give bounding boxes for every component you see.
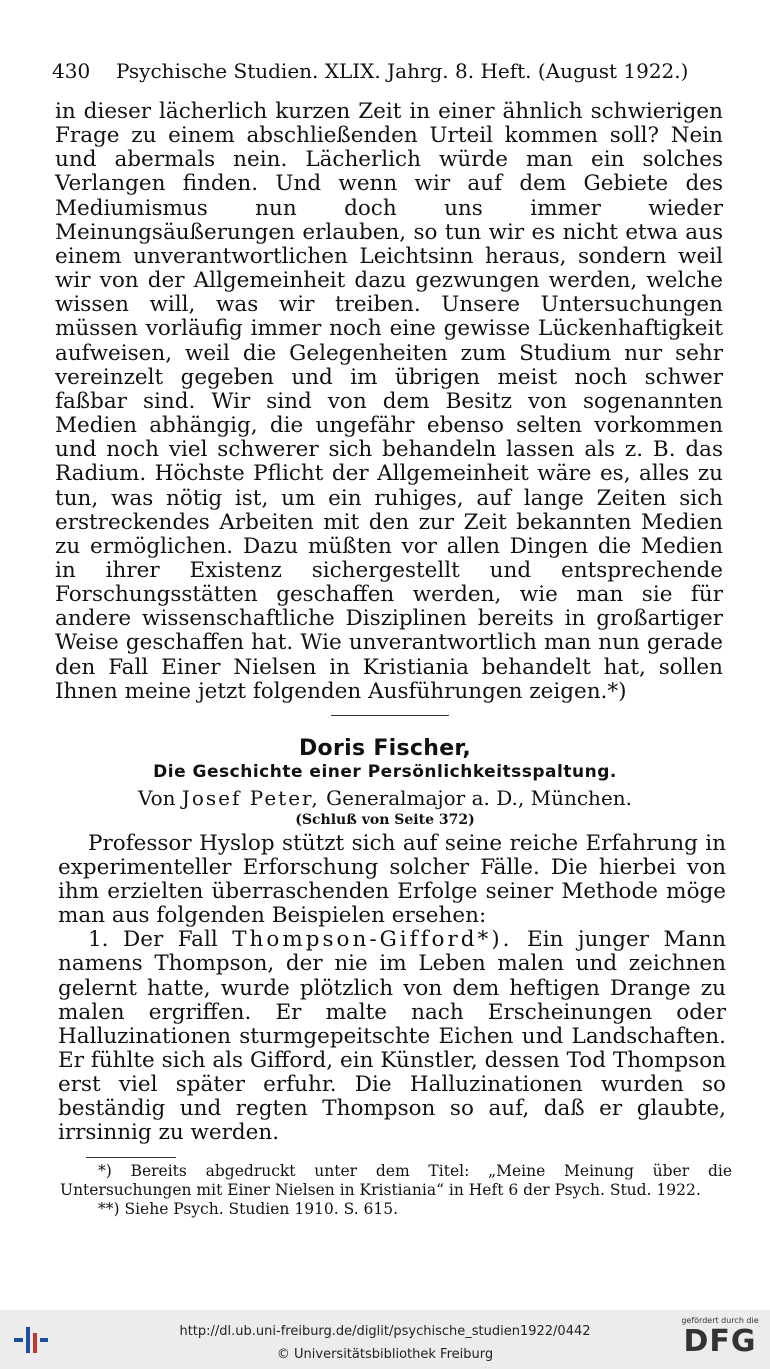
footnote-divider — [86, 1157, 176, 1158]
footnote: *) Bereits abgedruckt unter dem Titel: „Meine Meinung über die Untersuchungen mit Einer Nielsen in Kristiania“ in Heft 6 der Psych. Stud. 1922. — [60, 1162, 732, 1199]
running-header — [52, 58, 732, 84]
body-text-section-2 — [58, 832, 726, 1145]
case-name: Thompson-Gifford*). — [232, 927, 513, 953]
article-byline — [0, 786, 770, 810]
author-name: Josef Peter, — [181, 786, 320, 810]
copyright-text: © Universitätsbibliothek Freiburg — [276, 1347, 494, 1362]
paragraph — [58, 928, 726, 1145]
footnotes — [60, 1162, 732, 1219]
continuation-note: (Schluß von Seite 372) — [295, 812, 475, 828]
running-title: Psychische Studien. XLIX. Jahrg. 8. Heft. (August 1922.) — [116, 59, 689, 83]
viewer-footer — [0, 1310, 770, 1369]
case-prefix: 1. Der Fall — [88, 927, 218, 953]
author-title: Generalmajor a. D., München. — [326, 786, 633, 810]
article-title: Doris Fischer, — [299, 736, 471, 761]
paragraph: in dieser lächerlich kurzen Zeit in einer ähnlich schwierigen Frage zu einem abschließenden Urteil kommen soll? Nein und abermals nein. Lächerlich würde man ein solches Verlangen finden. Und wenn wir auf dem Gebiete des Mediumismus nun doch uns immer wieder Meinungsäußerungen erlauben, so tun wir es nicht etwa aus einem unverantwortlichen Leichtsinn heraus, sondern weil wir von der Allgemeinheit dazu gezwungen werden, welche wissen will, was wir treiben. Unsere Untersuchungen müssen vorläufig immer noch eine gewisse Lückenhaftigkeit aufweisen, weil die Gelegenheiten zum Studium nur sehr vereinzelt gegeben und im übrigen meist noch schwer faßbar sind. Wir sind von dem Besitz von sogenannten Medien abhängig, die ungefähr ebenso selten vorkommen und noch viel schwerer sich behandeln lassen als z. B. das Radium. Höchste Pflicht der Allgemeinheit wäre es, alles zu tun, was nötig ist, um ein ruhiges, auf lange Zeiten sich erstreckendes Arbeiten mit den zur Zeit bekannten Medien zu ermöglichen. Dazu müßten vor allen Dingen die Medien in ihrer Existenz sichergestellt und entsprechende Forschungsstätten geschaffen werden, wie man sie für andere wissenschaftliche Disziplinen bereits in großartiger Weise geschaffen hat. Wie unverantwortlich man nun gerade den Fall Einer Nielsen in Kristiania behandelt hat, sollen Ihnen meine jetzt folgenden Ausführungen zeigen.*) — [55, 99, 723, 704]
section-divider — [331, 715, 449, 716]
funder-note: gefördert durch die — [681, 1316, 759, 1325]
article-subtitle: Die Geschichte einer Persönlichkeitsspaltung. — [153, 762, 617, 782]
body-text-section-1 — [55, 100, 723, 704]
page-number: 430 — [52, 59, 91, 83]
funder-name: DFG — [683, 1324, 757, 1359]
case-text: Ein junger Mann namens Thompson, der nie im Leben malen und zeichnen gelernt hatte, wurde plötzlich von dem heftigen Drange zu malen ergriffen. Er malte nach Erscheinungen oder Halluzinationen sturmgepeitschte Eichen und Landschaften. Er fühlte sich als Gifford, ein Künstler, dessen Tod Thompson erst viel später erfuhr. Die Halluzinationen wurden so beständig und regten Thompson so auf, daß er glaubte, irrsinnig zu werden. — [58, 927, 727, 1146]
dfg-logo — [680, 1316, 760, 1359]
source-url-link[interactable]: http://dl.ub.uni-freiburg.de/diglit/psychische_studien1922/0442 — [179, 1324, 591, 1339]
byline-prefix: Von — [137, 786, 176, 810]
paragraph: Professor Hyslop stützt sich auf seine reiche Erfahrung in experimenteller Erforschung solcher Fälle. Die hierbei von ihm erzielten überraschenden Erfolge seiner Methode möge man aus folgenden Beispielen ersehen: — [58, 831, 726, 929]
footnote: **) Siehe Psych. Studien 1910. S. 615. — [98, 1200, 399, 1218]
